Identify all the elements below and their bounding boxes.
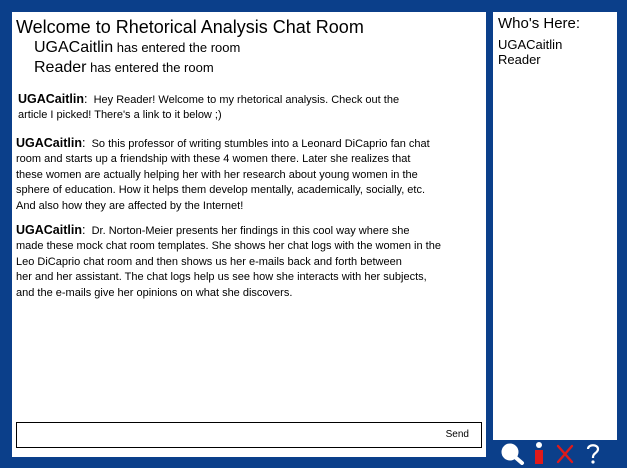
message-line: sphere of education. How it helps them develop mentally, academically, socially, etc. (16, 184, 426, 197)
message-line: made these mock chat room templates. She shows her chat logs with the women in the (16, 240, 441, 253)
chat-message: UGACaitlin: Hey Reader! Welcome to my rhetorical analysis. Check out the article I picked! There's a link to it below ;) (18, 92, 400, 122)
message-line: these women are actually helping her with her research about young women in the (16, 168, 418, 181)
entry-notice (34, 59, 214, 77)
user-list-item[interactable]: Reader (498, 52, 541, 67)
toolbar (500, 441, 620, 465)
users-panel (493, 12, 617, 440)
message-line: article I picked! There's a link to it below ;) (18, 109, 222, 122)
message-input[interactable] (16, 422, 482, 448)
message-sender: UGACaitlin (16, 223, 82, 237)
entry-text: has entered the room (86, 60, 214, 75)
chat-message: UGACaitlin: Dr. Norton-Meier presents her findings in this cool way where she made these mock chat room templates. She shows her chat logs with the women in the Leo DiCaprio chat room and then shows us her e-mails back and forth between her and her assistant. The chat logs help us see how she interacts with her subjects, and the e-mails give her opinions on what she discovers. (16, 223, 441, 299)
message-line: her and her assistant. The chat logs help us see how she interacts with her subjects, (16, 271, 427, 284)
user-list-item[interactable]: UGACaitlin (498, 37, 563, 52)
message-line: and the e-mails give her opinions on what she discovers. (16, 286, 293, 299)
message-sender: UGACaitlin (18, 92, 84, 106)
help-icon[interactable] (584, 441, 602, 465)
close-icon[interactable] (555, 441, 575, 465)
entry-username: Reader (34, 59, 87, 76)
message-sender: UGACaitlin (16, 136, 82, 150)
chat-message: UGACaitlin: So this professor of writing stumbles into a Leonard DiCaprio fan chat room and starts up a friendship with these 4 women there. Later she realizes that these women are actually helping her with her research about young women in the sphere of education. How it helps them develop mentally, academically, socially, etc. And also how they are affected by the Internet! (16, 136, 430, 212)
chat-panel (12, 12, 486, 457)
entry-notice (34, 39, 240, 57)
message-line: Hey Reader! Welcome to my rhetorical analysis. Check out the (93, 94, 400, 106)
send-button[interactable]: Send (445, 429, 469, 440)
entry-text: has entered the room (113, 40, 241, 55)
room-title: Welcome to Rhetorical Analysis Chat Room (16, 17, 364, 37)
info-icon[interactable] (531, 441, 547, 465)
message-line: So this professor of writing stumbles into a Leonard DiCaprio fan chat (91, 138, 430, 150)
entry-username: UGACaitlin (34, 39, 114, 56)
message-line: room and starts up a friendship with these 4 women there. Later she realizes that (16, 153, 411, 166)
message-line: Leo DiCaprio chat room and then shows us her e-mails back and forth between (16, 255, 402, 268)
user-list (498, 37, 562, 67)
users-panel-title: Who's Here: (498, 15, 581, 32)
message-line: And also how they are affected by the Internet! (16, 199, 244, 212)
search-icon[interactable] (500, 441, 526, 465)
message-line: Dr. Norton-Meier presents her findings in this cool way where she (91, 225, 410, 237)
